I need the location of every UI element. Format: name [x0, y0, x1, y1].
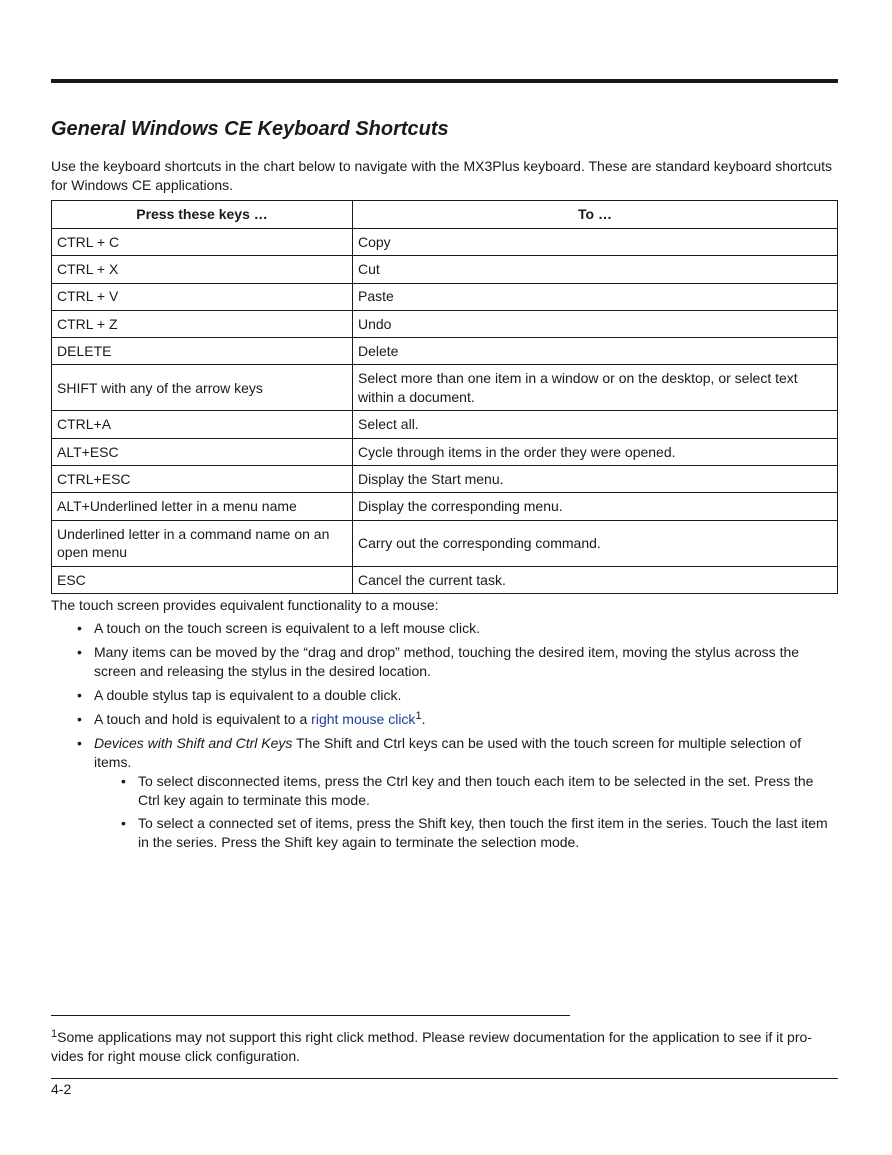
column-header-keys: Press these keys …: [52, 201, 353, 229]
table-row: [52, 493, 838, 520]
sub-list-item: • To select disconnected items, press the Ctrl key and then touch each item to be selected in the set. Press the Ctrl key again to terminate this mode.: [138, 772, 839, 810]
shortcut-action-cell: Carry out the corresponding command.: [353, 520, 838, 566]
table-row: [52, 438, 838, 465]
table-row: [52, 566, 838, 593]
shortcut-keys-cell: DELETE: [52, 338, 353, 365]
shortcut-keys-cell: CTRL + X: [52, 256, 353, 283]
list-item: • A double stylus tap is equivalent to a double click.: [94, 686, 839, 705]
page-number: 4-2: [51, 1081, 72, 1097]
section-title: General Windows CE Keyboard Shortcuts: [51, 118, 449, 140]
footnote-text: Some applications may not support this right click method. Please review documentation for the application to see if it pro-vides for right mouse click configuration.: [51, 1029, 812, 1064]
table-row: [52, 310, 838, 337]
footnote-reference[interactable]: 1: [415, 710, 422, 722]
list-item: [94, 710, 839, 729]
bullet-text: .: [421, 711, 426, 727]
table-row: [52, 283, 838, 310]
sub-list-item: • To select a connected set of items, press the Shift key, then touch the first item in the series. Touch the last item in the series. Press the Shift key again to terminate the selection mode.: [138, 814, 839, 852]
list-item: • A touch on the touch screen is equivalent to a left mouse click.: [94, 619, 839, 638]
shortcut-keys-cell: ALT+ESC: [52, 438, 353, 465]
shortcut-action-cell: Copy: [353, 229, 838, 256]
shortcut-keys-cell: CTRL + V: [52, 283, 353, 310]
list-item: [94, 734, 839, 852]
shortcut-action-cell: Display the Start menu.: [353, 466, 838, 493]
shortcut-action-cell: Display the corresponding menu.: [353, 493, 838, 520]
footnote: [51, 1028, 841, 1066]
table-row: [52, 520, 838, 566]
column-header-action: To …: [353, 201, 838, 229]
footnote-marker: 1: [51, 1028, 58, 1040]
table-row: [52, 411, 838, 438]
shortcut-keys-cell: CTRL+ESC: [52, 466, 353, 493]
shortcut-action-cell: Delete: [353, 338, 838, 365]
shortcut-action-cell: Select all.: [353, 411, 838, 438]
shortcut-keys-cell: CTRL+A: [52, 411, 353, 438]
bullet-heading: Devices with Shift and Ctrl Keys: [94, 735, 293, 751]
shortcut-keys-cell: SHIFT with any of the arrow keys: [52, 365, 353, 411]
table-row: [52, 229, 838, 256]
shortcut-action-cell: Cancel the current task.: [353, 566, 838, 593]
footnote-rule: [51, 1015, 570, 1016]
shortcut-action-cell: Paste: [353, 283, 838, 310]
shortcut-keys-cell: ALT+Underlined letter in a menu name: [52, 493, 353, 520]
shortcut-keys-cell: CTRL + Z: [52, 310, 353, 337]
shortcut-action-cell: Cut: [353, 256, 838, 283]
footer-rule: [51, 1078, 838, 1079]
shortcut-action-cell: Cycle through items in the order they were opened.: [353, 438, 838, 465]
shortcut-keys-cell: Underlined letter in a command name on an open menu: [52, 520, 353, 566]
table-row: [52, 365, 838, 411]
shortcut-action-cell: Select more than one item in a window or on the desktop, or select text within a document.: [353, 365, 838, 411]
shortcut-keys-cell: CTRL + C: [52, 229, 353, 256]
right-mouse-click-link[interactable]: right mouse click: [311, 711, 416, 727]
table-row: [52, 466, 838, 493]
list-item: • Many items can be moved by the “drag and drop” method, touching the desired item, moving the stylus across the screen and releasing the stylus in the desired location.: [94, 643, 839, 681]
shortcut-keys-cell: ESC: [52, 566, 353, 593]
shortcut-action-cell: Undo: [353, 310, 838, 337]
table-row: [52, 338, 838, 365]
bullet-text: A touch and hold is equivalent to a: [94, 711, 312, 727]
bullet-text: The Shift and Ctrl keys can be used with the touch screen for multiple selection of items.: [94, 735, 802, 770]
touch-screen-bullet-list: [94, 619, 839, 857]
sub-bullet-list: [94, 772, 839, 852]
touch-screen-intro: The touch screen provides equivalent functionality to a mouse:: [51, 597, 439, 613]
shortcuts-table: [51, 200, 838, 594]
table-header-row: [52, 201, 838, 229]
intro-paragraph: Use the keyboard shortcuts in the chart below to navigate with the MX3Plus keyboard. These are standard keyboard shortcuts for Windows CE applications.: [51, 158, 833, 193]
table-row: [52, 256, 838, 283]
header-rule: [51, 79, 838, 83]
